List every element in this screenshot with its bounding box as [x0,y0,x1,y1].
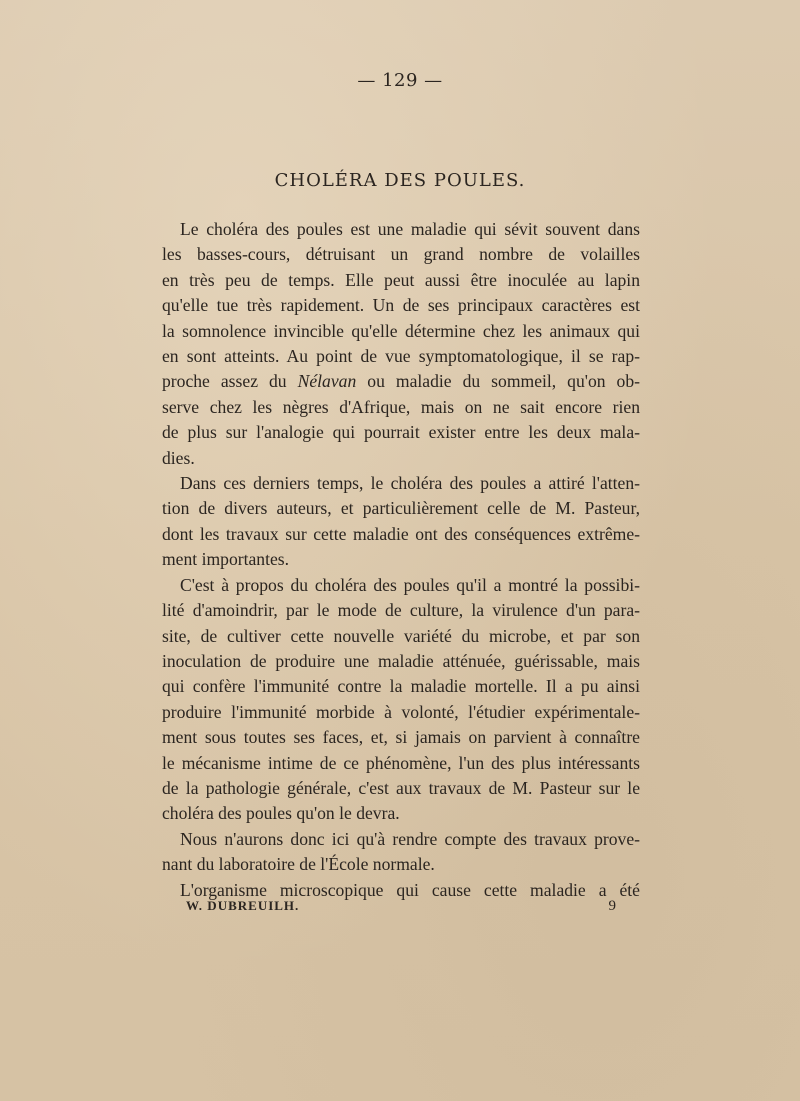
text-line: inoculation de produire une maladie atténuée, guérissable, mais [162,650,640,671]
text-line: C'est à propos du choléra des poules qu'il a montré la possibi- [180,574,640,595]
text-line: les basses-cours, détruisant un grand nombre de volailles [162,244,640,265]
sheet-number: 9 [608,898,616,914]
text-line: le mécanisme intime de ce phénomène, l'un des plus intéressants [162,752,640,773]
text-line: L'organisme microscopique qui cause cette maladie a été [180,879,640,900]
text-line: dies. [162,447,195,468]
text-line: site, de cultiver cette nouvelle variété du microbe, et par son [162,625,640,646]
text-line: lité d'amoindrir, par le mode de culture, la virulence d'un para- [162,600,640,621]
text-line: Nous n'aurons donc ici qu'à rendre compte des travaux prove- [180,828,640,849]
italic-term: Nélavan [297,371,357,392]
text-segment: ou maladie du sommeil, qu'on ob- [356,371,641,392]
body-text [162,217,640,903]
text-line [162,369,640,394]
text-line: nant du laboratoire de l'École normale. [162,854,435,875]
text-line: en très peu de temps. Elle peut aussi être inoculée au lapin [162,269,640,290]
text-line: de plus sur l'analogie qui pourrait exister entre les deux mala- [162,422,640,443]
text-line: tion de divers auteurs, et particulièrement celle de M. Pasteur, [162,498,640,519]
page-number: — 129 — [357,70,443,91]
text-line: ment importantes. [162,549,290,570]
text-line: ment sous toutes ses faces, et, si jamais on parvient à connaître [162,727,640,748]
text-line: qui confère l'immunité contre la maladie mortelle. Il a pu ainsi [162,676,640,697]
chapter-title: CHOLÉRA DES POULES. [274,170,526,191]
text-line: Le choléra des poules est une maladie qui sévit souvent dans [180,219,640,239]
text-line: en sont atteints. Au point de vue symptomatologique, il se rap- [162,346,640,367]
text-line: de la pathologie générale, c'est aux travaux de M. Pasteur sur le [162,777,640,798]
text-line: dont les travaux sur cette maladie ont des conséquences extrême- [162,523,640,544]
text-line: la somnolence invincible qu'elle détermine chez les animaux qui [162,320,640,341]
signature-mark: W. DUBREUILH. [186,898,300,913]
text-segment: proche assez du [162,371,298,392]
text-line: produire l'immunité morbide à volonté, l'étudier expérimentale- [162,701,640,722]
text-line: Dans ces derniers temps, le choléra des poules a attiré l'atten- [180,473,640,494]
text-line: qu'elle tue très rapidement. Un de ses principaux caractères est [162,295,640,316]
text-line: choléra des poules qu'on le devra. [162,803,400,824]
text-line: serve chez les nègres d'Afrique, mais on ne sait encore rien [162,396,640,417]
